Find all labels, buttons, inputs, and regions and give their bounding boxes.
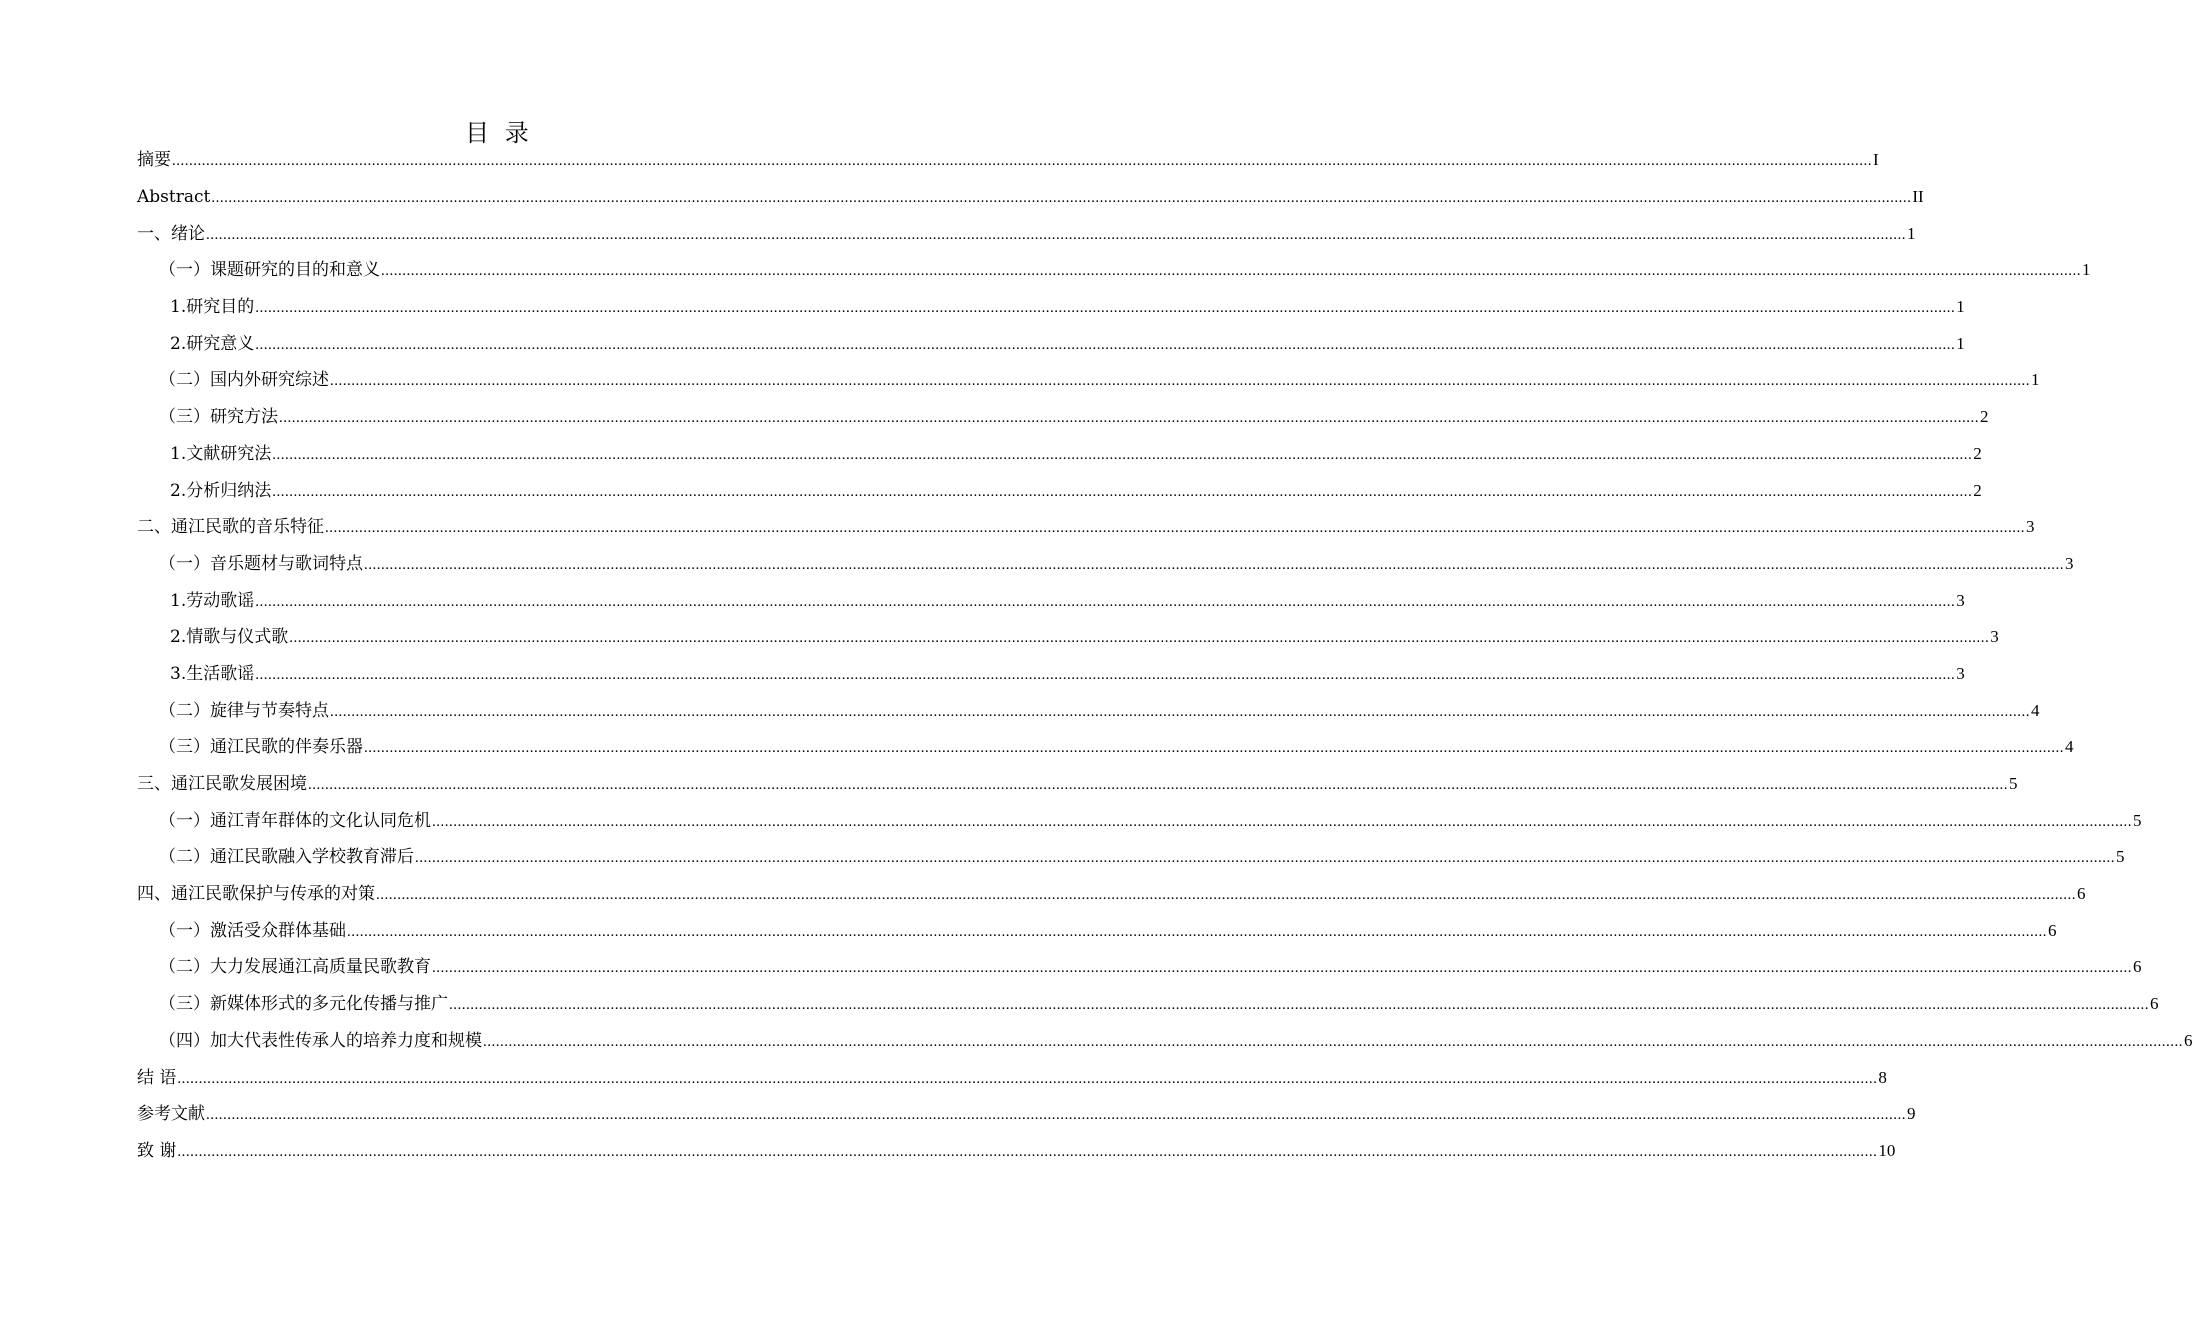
toc-dot-leader: ................................................................................................................................................................................................................................................................................................................................................................................................................ [272, 483, 1973, 500]
toc-entry-page-number: 6 [2048, 920, 2057, 940]
toc-entry-label: 参考文献 [137, 1104, 205, 1125]
toc-dot-leader: ................................................................................................................................................................................................................................................................................................................................................................................................................ [308, 777, 2008, 794]
toc-entry[interactable] [137, 546, 2074, 583]
toc-entry-page-number: 3 [1990, 627, 1999, 647]
toc-entry-page-number: 2 [1973, 443, 1982, 463]
toc-entry[interactable] [137, 509, 2035, 546]
toc-entry-label: 1.文献研究法 [170, 443, 272, 464]
toc-entry-label: （三）通江民歌的伴奏乐器 [159, 737, 363, 758]
toc-entry[interactable] [137, 362, 2040, 399]
toc-entry-label: 三、通江民歌发展困境 [137, 774, 307, 795]
toc-dot-leader: ................................................................................................................................................................................................................................................................................................................................................................................................................ [415, 850, 2115, 867]
toc-entry-page-number: 6 [2184, 1030, 2193, 1050]
toc-entry-page-number: 3 [1956, 590, 1965, 610]
toc-dot-leader: ................................................................................................................................................................................................................................................................................................................................................................................................................ [255, 666, 1956, 683]
toc-entry-label: 摘要 [137, 150, 171, 171]
toc-dot-leader: ................................................................................................................................................................................................................................................................................................................................................................................................................ [432, 813, 2132, 830]
toc-dot-leader: ................................................................................................................................................................................................................................................................................................................................................................................................................ [206, 1107, 1906, 1124]
toc-dot-leader: ................................................................................................................................................................................................................................................................................................................................................................................................................ [177, 1143, 1878, 1160]
toc-entry[interactable] [137, 766, 2018, 803]
toc-entry-label: （三）新媒体形式的多元化传播与推广 [159, 994, 448, 1015]
toc-dot-leader: ................................................................................................................................................................................................................................................................................................................................................................................................................ [483, 1033, 2183, 1050]
toc-dot-leader: ................................................................................................................................................................................................................................................................................................................................................................................................................ [330, 373, 2030, 390]
toc-entry[interactable] [137, 912, 2057, 949]
toc-entry[interactable] [137, 1096, 1916, 1133]
toc-entry[interactable] [137, 949, 2142, 986]
toc-dot-leader: ................................................................................................................................................................................................................................................................................................................................................................................................................ [449, 997, 2149, 1014]
toc-entry-label: （四）加大代表性传承人的培养力度和规模 [159, 1030, 482, 1051]
toc-dot-leader: ................................................................................................................................................................................................................................................................................................................................................................................................................ [325, 520, 2025, 537]
toc-entry[interactable] [137, 729, 2074, 766]
toc-entry-page-number: 5 [2116, 847, 2125, 867]
toc-entry-page-number: 1 [1956, 333, 1965, 353]
toc-entry-label: （一）音乐题材与歌词特点 [159, 553, 363, 574]
toc-entry-page-number: 1 [2031, 370, 2040, 390]
toc-entry-page-number: 9 [1907, 1104, 1916, 1124]
toc-entry[interactable] [137, 839, 2125, 876]
toc-entry-label: 1.劳动歌谣 [170, 590, 255, 611]
toc-dot-leader: ................................................................................................................................................................................................................................................................................................................................................................................................................ [289, 630, 1990, 647]
toc-entry-label: 二、通江民歌的音乐特征 [137, 517, 324, 538]
toc-dot-leader: ................................................................................................................................................................................................................................................................................................................................................................................................................ [364, 740, 2064, 757]
toc-entry-label: 1.研究目的 [170, 297, 255, 318]
toc-entry[interactable] [137, 179, 1924, 216]
toc-dot-leader: ................................................................................................................................................................................................................................................................................................................................................................................................................ [364, 556, 2064, 573]
toc-dot-leader: ................................................................................................................................................................................................................................................................................................................................................................................................................ [255, 300, 1956, 317]
page-title: 目 录 [465, 119, 533, 147]
toc-dot-leader: ................................................................................................................................................................................................................................................................................................................................................................................................................ [330, 703, 2030, 720]
toc-entry-page-number: 3 [1956, 663, 1965, 683]
toc-dot-leader: ................................................................................................................................................................................................................................................................................................................................................................................................................ [211, 190, 1912, 207]
toc-entry-label: （一）通江青年群体的文化认同危机 [159, 810, 431, 831]
toc-entry[interactable] [137, 215, 1916, 252]
toc-entry[interactable] [137, 582, 1965, 619]
toc-entry-page-number: 1 [2082, 260, 2091, 280]
toc-entry[interactable] [137, 656, 1965, 693]
toc-entry[interactable] [137, 1023, 2193, 1060]
toc-dot-leader: ................................................................................................................................................................................................................................................................................................................................................................................................................ [177, 1070, 1878, 1087]
toc-entry[interactable] [137, 986, 2159, 1023]
toc-entry-page-number: 5 [2133, 810, 2142, 830]
table-of-contents [137, 142, 2193, 1169]
toc-entry-page-number: 4 [2065, 737, 2074, 757]
toc-entry-label: 一、绪论 [137, 223, 205, 244]
toc-entry-page-number: 1 [1907, 223, 1916, 243]
toc-entry[interactable] [137, 436, 1982, 473]
toc-dot-leader: ................................................................................................................................................................................................................................................................................................................................................................................................................ [432, 960, 2132, 977]
toc-entry-page-number: 1 [1956, 297, 1965, 317]
toc-entry-page-number: 8 [1878, 1067, 1887, 1087]
toc-entry-label: 3.生活歌谣 [170, 663, 255, 684]
toc-entry[interactable] [137, 289, 1965, 326]
toc-dot-leader: ................................................................................................................................................................................................................................................................................................................................................................................................................ [172, 153, 1872, 170]
toc-entry-label: （二）大力发展通江高质量民歌教育 [159, 957, 431, 978]
toc-entry[interactable] [137, 399, 1989, 436]
toc-entry[interactable] [137, 692, 2040, 729]
toc-dot-leader: ................................................................................................................................................................................................................................................................................................................................................................................................................ [279, 410, 1979, 427]
toc-entry[interactable] [137, 876, 2086, 913]
toc-entry[interactable] [137, 472, 1982, 509]
toc-entry[interactable] [137, 1133, 1896, 1170]
toc-entry-page-number: II [1912, 187, 1924, 207]
toc-entry-label: （一）课题研究的目的和意义 [159, 260, 380, 281]
toc-dot-leader: ................................................................................................................................................................................................................................................................................................................................................................................................................ [206, 226, 1906, 243]
toc-dot-leader: ................................................................................................................................................................................................................................................................................................................................................................................................................ [347, 923, 2047, 940]
toc-entry-label: 2.分析归纳法 [170, 480, 272, 501]
toc-entry-label: 四、通江民歌保护与传承的对策 [137, 884, 375, 905]
toc-entry-label: 2.情歌与仪式歌 [170, 627, 289, 648]
toc-entry-label: Abstract [137, 187, 211, 208]
toc-entry[interactable] [137, 142, 1879, 179]
toc-dot-leader: ................................................................................................................................................................................................................................................................................................................................................................................................................ [255, 336, 1956, 353]
toc-entry[interactable] [137, 1059, 1887, 1096]
toc-entry-page-number: 2 [1973, 480, 1982, 500]
toc-entry-page-number: 5 [2009, 774, 2018, 794]
toc-dot-leader: ................................................................................................................................................................................................................................................................................................................................................................................................................ [272, 446, 1973, 463]
toc-dot-leader: ................................................................................................................................................................................................................................................................................................................................................................................................................ [381, 263, 2081, 280]
toc-entry-label: 结 语 [137, 1067, 177, 1088]
toc-entry-page-number: I [1873, 150, 1879, 170]
toc-entry[interactable] [137, 325, 1965, 362]
toc-entry-page-number: 6 [2077, 884, 2086, 904]
toc-entry-page-number: 10 [1878, 1140, 1896, 1160]
toc-entry-label: 2.研究意义 [170, 333, 255, 354]
toc-entry-label: （二）国内外研究综述 [159, 370, 329, 391]
toc-entry-page-number: 3 [2026, 517, 2035, 537]
toc-entry-label: （三）研究方法 [159, 407, 278, 428]
toc-entry-label: 致 谢 [137, 1140, 177, 1161]
toc-entry-page-number: 3 [2065, 553, 2074, 573]
toc-entry-page-number: 6 [2150, 994, 2159, 1014]
toc-entry[interactable] [137, 802, 2142, 839]
toc-entry[interactable] [137, 619, 1999, 656]
toc-entry-label: （二）通江民歌融入学校教育滞后 [159, 847, 414, 868]
toc-entry[interactable] [137, 252, 2091, 289]
toc-entry-page-number: 2 [1980, 407, 1989, 427]
toc-entry-label: （二）旋律与节奏特点 [159, 700, 329, 721]
toc-entry-page-number: 6 [2133, 957, 2142, 977]
toc-dot-leader: ................................................................................................................................................................................................................................................................................................................................................................................................................ [255, 593, 1956, 610]
toc-dot-leader: ................................................................................................................................................................................................................................................................................................................................................................................................................ [376, 887, 2076, 904]
toc-entry-page-number: 4 [2031, 700, 2040, 720]
toc-entry-label: （一）激活受众群体基础 [159, 920, 346, 941]
